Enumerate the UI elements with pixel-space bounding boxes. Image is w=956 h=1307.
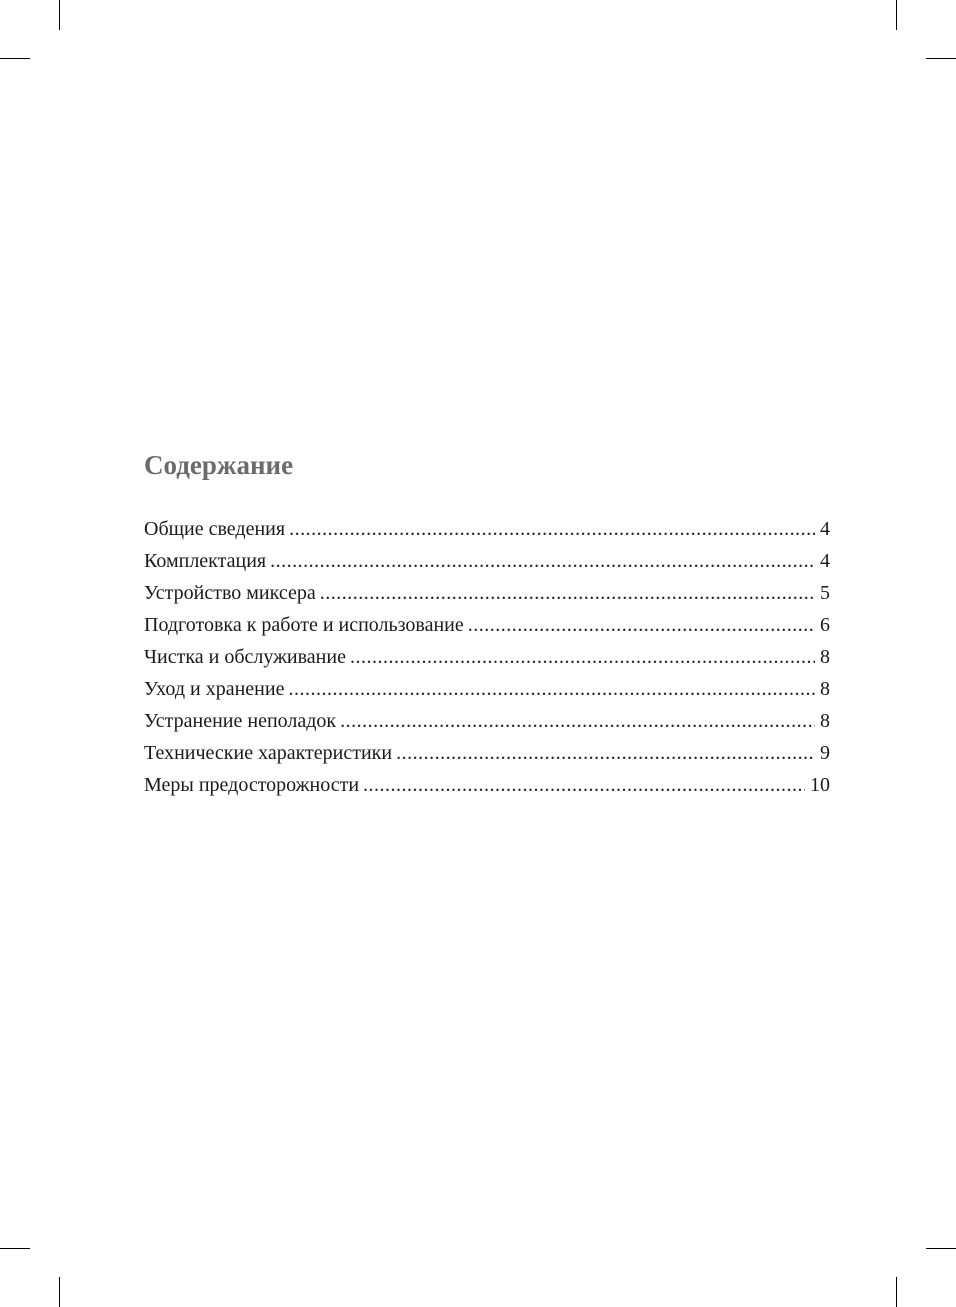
toc-entry-page: 9 (820, 742, 830, 764)
toc-entry-page: 8 (820, 710, 830, 732)
toc-entry-label: Чистка и обслуживание (144, 646, 346, 668)
toc-entry-page: 8 (820, 678, 830, 700)
toc-dot-leader (289, 513, 815, 545)
toc-entry-label: Подготовка к работе и использование (144, 614, 464, 636)
crop-mark-bottom-left-vertical (59, 1277, 60, 1307)
crop-mark-bottom-right-vertical (896, 1277, 897, 1307)
crop-mark-bottom-right-horizontal (926, 1248, 956, 1249)
toc-entry-page: 8 (820, 646, 830, 668)
toc-entry[interactable] (144, 673, 830, 705)
toc-entry-label: Технические характеристики (144, 742, 393, 764)
toc-entry[interactable] (144, 577, 830, 609)
toc-entry[interactable] (144, 609, 830, 641)
toc-dot-leader (288, 673, 815, 705)
toc-entry-page: 5 (820, 582, 830, 604)
toc-dot-leader (396, 737, 815, 769)
toc-dot-leader (320, 577, 815, 609)
toc-entry[interactable] (144, 641, 830, 673)
toc-entry-page: 4 (820, 550, 830, 572)
crop-mark-top-right-horizontal (926, 58, 956, 59)
toc-dot-leader (363, 769, 805, 801)
toc-entry-page: 10 (810, 774, 830, 796)
toc-entry-page: 4 (820, 518, 830, 540)
crop-mark-bottom-left-horizontal (0, 1248, 30, 1249)
toc-entry[interactable] (144, 769, 830, 801)
toc-entry[interactable] (144, 545, 830, 577)
toc-dot-leader (340, 705, 815, 737)
toc-entry-label: Уход и хранение (144, 678, 285, 700)
toc-entry[interactable] (144, 513, 830, 545)
table-of-contents (144, 448, 830, 801)
toc-entry[interactable] (144, 705, 830, 737)
toc-dot-leader (468, 609, 815, 641)
toc-entry-label: Устранение неполадок (144, 710, 337, 732)
toc-entry-label: Комплектация (144, 550, 267, 572)
toc-entry[interactable] (144, 737, 830, 769)
toc-dot-leader (350, 641, 815, 673)
toc-entry-label: Общие сведения (144, 518, 286, 540)
crop-mark-top-left-vertical (59, 0, 60, 30)
toc-title: Содержание (144, 450, 294, 480)
toc-entry-label: Меры предосторожности (144, 774, 360, 796)
crop-mark-top-right-vertical (896, 0, 897, 30)
toc-entry-page: 6 (820, 614, 830, 636)
toc-list (144, 513, 830, 801)
toc-dot-leader (270, 545, 815, 577)
toc-entry-label: Устройство миксера (144, 582, 316, 604)
crop-mark-top-left-horizontal (0, 58, 30, 59)
